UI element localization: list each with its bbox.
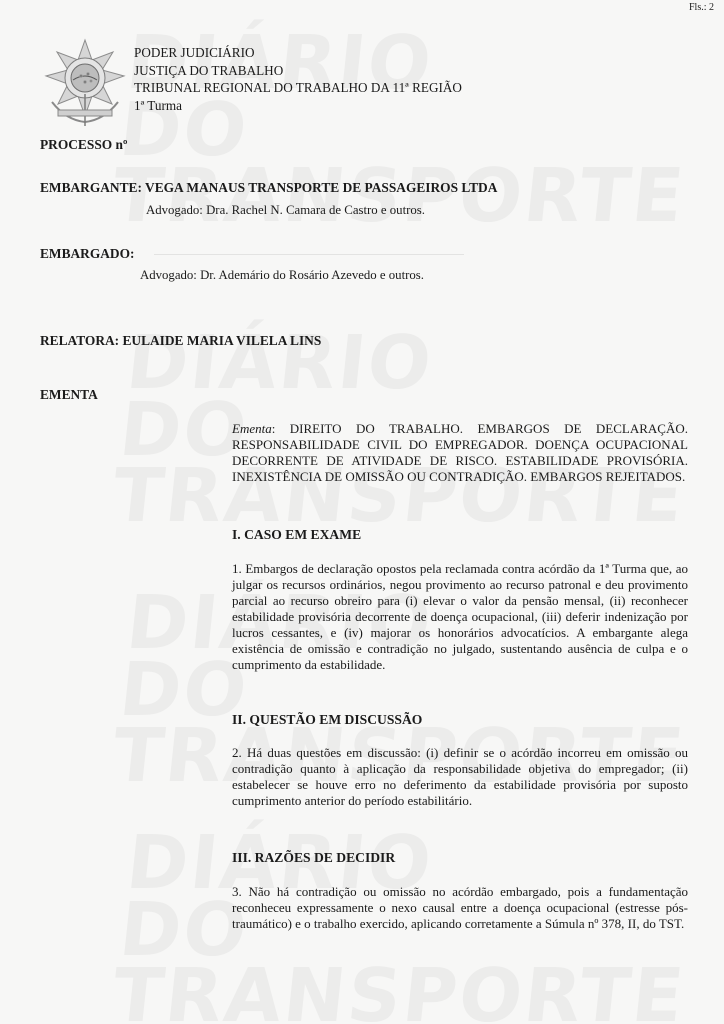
- processo-label: PROCESSO nº: [40, 137, 128, 152]
- header-line-panel: 1ª Turma: [134, 97, 182, 113]
- header-line-labor-justice: JUSTIÇA DO TRABALHO: [134, 62, 284, 78]
- redacted-name: [154, 254, 464, 255]
- header-line-judiciary: PODER JUDICIÁRIO: [134, 45, 255, 60]
- section-heading-reasons: III. RAZÕES DE DECIDIR: [232, 850, 396, 865]
- ementa-summary: [232, 421, 688, 485]
- section-heading-case: I. CASO EM EXAME: [232, 527, 362, 542]
- section-text-question: 2. Há duas questões em discussão: (i) definir se o acórdão incorreu em omissão ou contradição quanto à aplicação da responsabilidade objetiva do empregador; (ii) estabelecer se houve erro no deferimento da estabilidade provisória por suposto cumprimento anterior do período estabilitário.: [232, 745, 688, 808]
- page-number: Fls.: 2: [688, 2, 714, 13]
- header-line-tribunal: TRIBUNAL REGIONAL DO TRABALHO DA 11ª REGIÃO: [134, 80, 462, 95]
- relatora-label: RELATORA: EULAIDE MARIA VILELA LINS: [40, 333, 322, 348]
- section-heading-question: II. QUESTÃO EM DISCUSSÃO: [232, 712, 423, 727]
- ementa-label: Ementa: [232, 421, 272, 436]
- embargado-label: [40, 246, 464, 262]
- watermark-line: [110, 163, 537, 230]
- embargante-lawyer: Advogado: Dra. Rachel N. Camara de Castro e outros.: [146, 203, 425, 217]
- embargante-label: EMBARGANTE: VEGA MANAUS TRANSPORTE DE PASSAGEIROS LTDA: [40, 180, 498, 195]
- watermark-line: [110, 963, 537, 1024]
- ementa-text: : DIREITO DO TRABALHO. EMBARGOS DE DECLARAÇÃO. RESPONSABILIDADE CIVIL DO EMPREGADOR. DOENÇA OCUPACIONAL DECORRENTE DE ATIVIDADE DE RISCO. ESTABILIDADE PROVISÓRIA. INEXISTÊNCIA DE OMISSÃO OU CONTRADIÇÃO. EMBARGOS REJEITADOS.: [232, 421, 688, 484]
- section-text-case: 1. Embargos de declaração opostos pela reclamada contra acórdão da 1ª Turma que, ao julgar os recursos ordinários, negou provimento ao recurso patronal e deu provimento parcial ao recurso obreiro para (i) elevar o valor da pensão mensal, (ii) reconhecer estabilidade provisória decorrente de doença ocupacional, (iii) deferir indenização por lucros cessantes, e (iv) majorar os honorários advocatícios. A embargante alega existência de omissão e contradição no julgado, sustentando ausência de culpa e o cumprimento da estabilidade.: [232, 561, 688, 672]
- court-header: [134, 44, 462, 114]
- ementa-heading: EMENTA: [40, 387, 98, 402]
- embargado-label-text: EMBARGADO:: [40, 246, 135, 261]
- embargado-lawyer: Advogado: Dr. Ademário do Rosário Azevedo e outros.: [140, 268, 424, 282]
- section-text-reasons: 3. Não há contradição ou omissão no acórdão embargado, pois a fundamentação reconheceu expressamente o nexo causal entre a doença ocupacional (estresse pós-traumático) e o trabalho exercido, aplicando corretamente a Súmula nº 378, II, do TST.: [232, 884, 688, 931]
- brasao-republica-icon: [38, 36, 132, 128]
